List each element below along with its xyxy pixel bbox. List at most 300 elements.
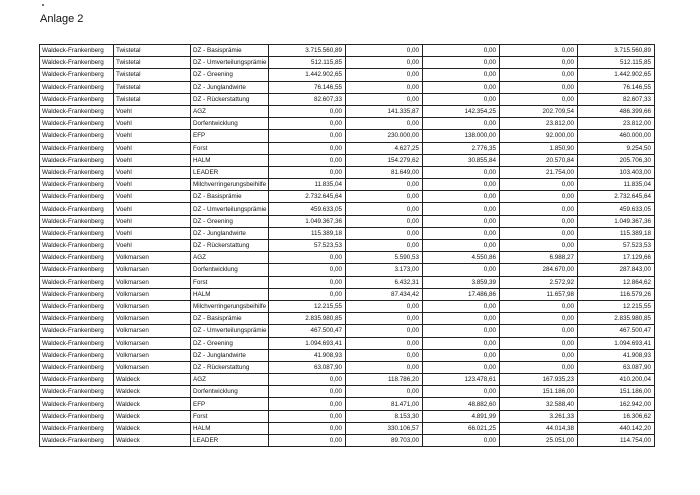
total-cell: 460.000,00 xyxy=(578,130,655,142)
municipality-cell: Twistetal xyxy=(114,57,191,69)
measure-cell: DZ - Junglandwirte xyxy=(191,81,269,93)
table-row xyxy=(40,191,655,203)
value-col-4-cell: 0,00 xyxy=(500,361,578,373)
table-row xyxy=(40,203,655,215)
district-cell: Waldeck-Frankenberg xyxy=(40,386,114,398)
value-col-1-cell: 0,00 xyxy=(269,130,346,142)
value-col-2-cell: 6.432,31 xyxy=(346,276,423,288)
value-col-4-cell: 0,00 xyxy=(500,93,578,105)
value-col-4-cell: 3.261,33 xyxy=(500,410,578,422)
value-col-4-cell: 1.850,90 xyxy=(500,142,578,154)
district-cell: Waldeck-Frankenberg xyxy=(40,105,114,117)
total-cell: 486.399,66 xyxy=(578,105,655,117)
table-row xyxy=(40,337,655,349)
value-col-1-cell: 459.633,05 xyxy=(269,203,346,215)
municipality-cell: Volkmarsen xyxy=(114,264,191,276)
value-col-2-cell: 0,00 xyxy=(346,57,423,69)
value-col-2-cell: 0,00 xyxy=(346,118,423,130)
value-col-2-cell: 8.153,30 xyxy=(346,410,423,422)
value-col-3-cell: 138.000,00 xyxy=(423,130,500,142)
table-row xyxy=(40,264,655,276)
value-col-1-cell: 0,00 xyxy=(269,276,346,288)
value-col-3-cell: 0,00 xyxy=(423,166,500,178)
district-cell: Waldeck-Frankenberg xyxy=(40,410,114,422)
value-col-1-cell: 12.215,55 xyxy=(269,300,346,312)
table-row xyxy=(40,118,655,130)
value-col-2-cell: 0,00 xyxy=(346,179,423,191)
value-col-1-cell: 41.908,93 xyxy=(269,349,346,361)
district-cell: Waldeck-Frankenberg xyxy=(40,69,114,81)
district-cell: Waldeck-Frankenberg xyxy=(40,264,114,276)
value-col-3-cell: 0,00 xyxy=(423,240,500,252)
municipality-cell: Twistetal xyxy=(114,93,191,105)
value-col-2-cell: 0,00 xyxy=(346,349,423,361)
municipality-cell: Volkmarsen xyxy=(114,252,191,264)
value-col-4-cell: 20.570,84 xyxy=(500,154,578,166)
total-cell: 115.389,18 xyxy=(578,227,655,239)
district-cell: Waldeck-Frankenberg xyxy=(40,227,114,239)
value-col-1-cell: 0,00 xyxy=(269,422,346,434)
table-row xyxy=(40,227,655,239)
total-cell: 57.523,53 xyxy=(578,240,655,252)
value-col-3-cell: 0,00 xyxy=(423,386,500,398)
district-cell: Waldeck-Frankenberg xyxy=(40,179,114,191)
value-col-4-cell: 0,00 xyxy=(500,240,578,252)
measure-cell: Dorfentwicklung xyxy=(191,386,269,398)
municipality-cell: Twistetal xyxy=(114,69,191,81)
value-col-4-cell: 0,00 xyxy=(500,349,578,361)
value-col-4-cell: 92.000,00 xyxy=(500,130,578,142)
table-row xyxy=(40,313,655,325)
measure-cell: DZ - Greening xyxy=(191,337,269,349)
value-col-3-cell: 0,00 xyxy=(423,69,500,81)
measure-cell: Forst xyxy=(191,142,269,154)
value-col-4-cell: 151.186,00 xyxy=(500,386,578,398)
total-cell: 103.403,00 xyxy=(578,166,655,178)
district-cell: Waldeck-Frankenberg xyxy=(40,435,114,447)
value-col-2-cell: 0,00 xyxy=(346,203,423,215)
value-col-2-cell: 0,00 xyxy=(346,215,423,227)
district-cell: Waldeck-Frankenberg xyxy=(40,337,114,349)
municipality-cell: Twistetal xyxy=(114,45,191,57)
value-col-2-cell: 0,00 xyxy=(346,325,423,337)
municipality-cell: Waldeck xyxy=(114,422,191,434)
value-col-2-cell: 0,00 xyxy=(346,81,423,93)
district-cell: Waldeck-Frankenberg xyxy=(40,252,114,264)
table-row xyxy=(40,154,655,166)
municipality-cell: Voehl xyxy=(114,240,191,252)
value-col-4-cell: 23.812,00 xyxy=(500,118,578,130)
municipality-cell: Voehl xyxy=(114,179,191,191)
value-col-3-cell: 2.776,35 xyxy=(423,142,500,154)
table-row xyxy=(40,276,655,288)
value-col-3-cell: 4.891,99 xyxy=(423,410,500,422)
municipality-cell: Volkmarsen xyxy=(114,325,191,337)
value-col-4-cell: 0,00 xyxy=(500,191,578,203)
table-row xyxy=(40,288,655,300)
value-col-3-cell: 0,00 xyxy=(423,81,500,93)
measure-cell: DZ - Basisprämie xyxy=(191,191,269,203)
measure-cell: EFP xyxy=(191,398,269,410)
measure-cell: DZ - Junglandwirte xyxy=(191,349,269,361)
district-cell: Waldeck-Frankenberg xyxy=(40,240,114,252)
value-col-4-cell: 11.657,98 xyxy=(500,288,578,300)
measure-cell: DZ - Rückerstattung xyxy=(191,240,269,252)
value-col-1-cell: 0,00 xyxy=(269,142,346,154)
value-col-4-cell: 0,00 xyxy=(500,325,578,337)
measure-cell: Forst xyxy=(191,410,269,422)
municipality-cell: Voehl xyxy=(114,130,191,142)
value-col-3-cell: 0,00 xyxy=(423,215,500,227)
table-row xyxy=(40,81,655,93)
municipality-cell: Volkmarsen xyxy=(114,288,191,300)
value-col-2-cell: 0,00 xyxy=(346,361,423,373)
value-col-1-cell: 1.049.367,36 xyxy=(269,215,346,227)
value-col-1-cell: 0,00 xyxy=(269,435,346,447)
value-col-3-cell: 0,00 xyxy=(423,349,500,361)
municipality-cell: Voehl xyxy=(114,203,191,215)
measure-cell: DZ - Greening xyxy=(191,215,269,227)
value-col-2-cell: 0,00 xyxy=(346,300,423,312)
value-col-1-cell: 1.442.902,65 xyxy=(269,69,346,81)
municipality-cell: Waldeck xyxy=(114,435,191,447)
table-row xyxy=(40,361,655,373)
total-cell: 2.835.980,85 xyxy=(578,313,655,325)
municipality-cell: Voehl xyxy=(114,166,191,178)
value-col-2-cell: 0,00 xyxy=(346,69,423,81)
total-cell: 162.942,00 xyxy=(578,398,655,410)
total-cell: 116.579,26 xyxy=(578,288,655,300)
value-col-1-cell: 76.146,55 xyxy=(269,81,346,93)
page-title: Anlage 2 xyxy=(40,13,84,25)
total-cell: 12.215,55 xyxy=(578,300,655,312)
measure-cell: AGZ xyxy=(191,252,269,264)
value-col-1-cell: 0,00 xyxy=(269,410,346,422)
measure-cell: DZ - Umverteilungsprämie xyxy=(191,325,269,337)
data-table xyxy=(39,44,655,447)
value-col-1-cell: 2.835.980,85 xyxy=(269,313,346,325)
value-col-3-cell: 0,00 xyxy=(423,264,500,276)
municipality-cell: Waldeck xyxy=(114,386,191,398)
district-cell: Waldeck-Frankenberg xyxy=(40,398,114,410)
municipality-cell: Waldeck xyxy=(114,398,191,410)
measure-cell: DZ - Greening xyxy=(191,69,269,81)
table-row xyxy=(40,105,655,117)
municipality-cell: Voehl xyxy=(114,227,191,239)
value-col-1-cell: 1.094.693,41 xyxy=(269,337,346,349)
municipality-cell: Voehl xyxy=(114,191,191,203)
value-col-3-cell: 0,00 xyxy=(423,203,500,215)
value-col-3-cell: 0,00 xyxy=(423,118,500,130)
value-col-4-cell: 167.935,23 xyxy=(500,374,578,386)
value-col-2-cell: 0,00 xyxy=(346,45,423,57)
value-col-2-cell: 230.000,00 xyxy=(346,130,423,142)
value-col-3-cell: 0,00 xyxy=(423,300,500,312)
total-cell: 11.835,04 xyxy=(578,179,655,191)
value-col-3-cell: 0,00 xyxy=(423,93,500,105)
municipality-cell: Volkmarsen xyxy=(114,300,191,312)
table-row xyxy=(40,215,655,227)
measure-cell: AGZ xyxy=(191,105,269,117)
value-col-2-cell: 0,00 xyxy=(346,337,423,349)
value-col-1-cell: 82.607,33 xyxy=(269,93,346,105)
table-row xyxy=(40,240,655,252)
table-row xyxy=(40,325,655,337)
value-col-3-cell: 142.354,25 xyxy=(423,105,500,117)
value-col-2-cell: 4.627,25 xyxy=(346,142,423,154)
value-col-1-cell: 0,00 xyxy=(269,166,346,178)
district-cell: Waldeck-Frankenberg xyxy=(40,300,114,312)
table-row xyxy=(40,45,655,57)
value-col-4-cell: 0,00 xyxy=(500,69,578,81)
total-cell: 2.732.645,64 xyxy=(578,191,655,203)
measure-cell: HALM xyxy=(191,288,269,300)
value-col-4-cell: 2.572,92 xyxy=(500,276,578,288)
district-cell: Waldeck-Frankenberg xyxy=(40,154,114,166)
value-col-4-cell: 284.670,00 xyxy=(500,264,578,276)
district-cell: Waldeck-Frankenberg xyxy=(40,374,114,386)
table-row xyxy=(40,93,655,105)
municipality-cell: Voehl xyxy=(114,118,191,130)
total-cell: 23.812,00 xyxy=(578,118,655,130)
value-col-2-cell: 81.649,00 xyxy=(346,166,423,178)
measure-cell: LEADER xyxy=(191,435,269,447)
value-col-2-cell: 0,00 xyxy=(346,386,423,398)
total-cell: 151.186,00 xyxy=(578,386,655,398)
municipality-cell: Volkmarsen xyxy=(114,337,191,349)
district-cell: Waldeck-Frankenberg xyxy=(40,118,114,130)
measure-cell: LEADER xyxy=(191,166,269,178)
value-col-4-cell: 0,00 xyxy=(500,57,578,69)
measure-cell: DZ - Basisprämie xyxy=(191,313,269,325)
total-cell: 12.864,62 xyxy=(578,276,655,288)
municipality-cell: Volkmarsen xyxy=(114,349,191,361)
value-col-4-cell: 0,00 xyxy=(500,203,578,215)
value-col-3-cell: 0,00 xyxy=(423,435,500,447)
value-col-3-cell: 48.882,60 xyxy=(423,398,500,410)
district-cell: Waldeck-Frankenberg xyxy=(40,142,114,154)
municipality-cell: Waldeck xyxy=(114,410,191,422)
table-row xyxy=(40,179,655,191)
value-col-2-cell: 0,00 xyxy=(346,313,423,325)
table-row xyxy=(40,386,655,398)
value-col-2-cell: 141.335,87 xyxy=(346,105,423,117)
table-row xyxy=(40,252,655,264)
municipality-cell: Voehl xyxy=(114,142,191,154)
value-col-2-cell: 89.703,00 xyxy=(346,435,423,447)
value-col-1-cell: 512.115,85 xyxy=(269,57,346,69)
district-cell: Waldeck-Frankenberg xyxy=(40,361,114,373)
value-col-2-cell: 0,00 xyxy=(346,240,423,252)
value-col-4-cell: 0,00 xyxy=(500,227,578,239)
total-cell: 410.200,04 xyxy=(578,374,655,386)
district-cell: Waldeck-Frankenberg xyxy=(40,81,114,93)
value-col-4-cell: 21.754,00 xyxy=(500,166,578,178)
value-col-4-cell: 32.588,40 xyxy=(500,398,578,410)
value-col-4-cell: 0,00 xyxy=(500,337,578,349)
measure-cell: DZ - Umverteilungsprämie xyxy=(191,203,269,215)
value-col-2-cell: 0,00 xyxy=(346,191,423,203)
scan-mark xyxy=(42,4,44,6)
value-col-3-cell: 0,00 xyxy=(423,325,500,337)
value-col-4-cell: 202.709,54 xyxy=(500,105,578,117)
measure-cell: HALM xyxy=(191,154,269,166)
value-col-1-cell: 0,00 xyxy=(269,118,346,130)
value-col-3-cell: 0,00 xyxy=(423,57,500,69)
total-cell: 467.500,47 xyxy=(578,325,655,337)
value-col-4-cell: 0,00 xyxy=(500,313,578,325)
total-cell: 1.442.902,65 xyxy=(578,69,655,81)
municipality-cell: Waldeck xyxy=(114,374,191,386)
value-col-1-cell: 2.732.645,64 xyxy=(269,191,346,203)
value-col-1-cell: 3.715.560,89 xyxy=(269,45,346,57)
total-cell: 3.715.560,89 xyxy=(578,45,655,57)
value-col-1-cell: 115.389,18 xyxy=(269,227,346,239)
total-cell: 63.087,90 xyxy=(578,361,655,373)
value-col-1-cell: 467.500,47 xyxy=(269,325,346,337)
total-cell: 205.706,30 xyxy=(578,154,655,166)
value-col-2-cell: 154.279,62 xyxy=(346,154,423,166)
measure-cell: DZ - Junglandwirte xyxy=(191,227,269,239)
table-row xyxy=(40,130,655,142)
value-col-3-cell: 17.486,86 xyxy=(423,288,500,300)
value-col-4-cell: 25.051,00 xyxy=(500,435,578,447)
value-col-2-cell: 87.434,42 xyxy=(346,288,423,300)
value-col-2-cell: 5.590,53 xyxy=(346,252,423,264)
value-col-3-cell: 0,00 xyxy=(423,361,500,373)
total-cell: 1.049.367,36 xyxy=(578,215,655,227)
table-body xyxy=(40,45,655,447)
municipality-cell: Voehl xyxy=(114,215,191,227)
value-col-3-cell: 0,00 xyxy=(423,337,500,349)
value-col-3-cell: 30.855,84 xyxy=(423,154,500,166)
total-cell: 459.633,05 xyxy=(578,203,655,215)
value-col-3-cell: 66.021,25 xyxy=(423,422,500,434)
value-col-3-cell: 0,00 xyxy=(423,313,500,325)
municipality-cell: Voehl xyxy=(114,154,191,166)
value-col-1-cell: 0,00 xyxy=(269,288,346,300)
district-cell: Waldeck-Frankenberg xyxy=(40,313,114,325)
measure-cell: DZ - Rückerstattung xyxy=(191,93,269,105)
measure-cell: Forst xyxy=(191,276,269,288)
municipality-cell: Volkmarsen xyxy=(114,361,191,373)
value-col-1-cell: 0,00 xyxy=(269,154,346,166)
value-col-2-cell: 3.173,00 xyxy=(346,264,423,276)
total-cell: 114.754,00 xyxy=(578,435,655,447)
value-col-2-cell: 0,00 xyxy=(346,227,423,239)
value-col-4-cell: 44.014,38 xyxy=(500,422,578,434)
value-col-2-cell: 0,00 xyxy=(346,93,423,105)
value-col-1-cell: 57.523,53 xyxy=(269,240,346,252)
district-cell: Waldeck-Frankenberg xyxy=(40,276,114,288)
district-cell: Waldeck-Frankenberg xyxy=(40,422,114,434)
measure-cell: EFP xyxy=(191,130,269,142)
table-row xyxy=(40,57,655,69)
value-col-4-cell: 0,00 xyxy=(500,300,578,312)
district-cell: Waldeck-Frankenberg xyxy=(40,130,114,142)
total-cell: 17.129,66 xyxy=(578,252,655,264)
value-col-2-cell: 330.106,57 xyxy=(346,422,423,434)
value-col-3-cell: 0,00 xyxy=(423,191,500,203)
table-row xyxy=(40,69,655,81)
district-cell: Waldeck-Frankenberg xyxy=(40,203,114,215)
value-col-1-cell: 0,00 xyxy=(269,386,346,398)
district-cell: Waldeck-Frankenberg xyxy=(40,191,114,203)
district-cell: Waldeck-Frankenberg xyxy=(40,93,114,105)
value-col-1-cell: 11.835,04 xyxy=(269,179,346,191)
measure-cell: AGZ xyxy=(191,374,269,386)
value-col-4-cell: 0,00 xyxy=(500,179,578,191)
total-cell: 16.306,62 xyxy=(578,410,655,422)
table-row xyxy=(40,300,655,312)
value-col-3-cell: 4.550,86 xyxy=(423,252,500,264)
measure-cell: DZ - Basisprämie xyxy=(191,45,269,57)
municipality-cell: Voehl xyxy=(114,105,191,117)
measure-cell: Dorfentwicklung xyxy=(191,118,269,130)
value-col-2-cell: 118.786,20 xyxy=(346,374,423,386)
value-col-3-cell: 0,00 xyxy=(423,227,500,239)
value-col-3-cell: 123.478,61 xyxy=(423,374,500,386)
district-cell: Waldeck-Frankenberg xyxy=(40,166,114,178)
total-cell: 41.908,93 xyxy=(578,349,655,361)
table-row xyxy=(40,374,655,386)
table-row xyxy=(40,142,655,154)
total-cell: 287.843,00 xyxy=(578,264,655,276)
municipality-cell: Volkmarsen xyxy=(114,276,191,288)
value-col-4-cell: 0,00 xyxy=(500,215,578,227)
table-row xyxy=(40,398,655,410)
district-cell: Waldeck-Frankenberg xyxy=(40,45,114,57)
table-row xyxy=(40,435,655,447)
district-cell: Waldeck-Frankenberg xyxy=(40,325,114,337)
total-cell: 76.146,55 xyxy=(578,81,655,93)
district-cell: Waldeck-Frankenberg xyxy=(40,57,114,69)
table-row xyxy=(40,410,655,422)
municipality-cell: Twistetal xyxy=(114,81,191,93)
table-row xyxy=(40,422,655,434)
measure-cell: DZ - Umverteilungsprämie xyxy=(191,57,269,69)
value-col-1-cell: 0,00 xyxy=(269,264,346,276)
value-col-4-cell: 0,00 xyxy=(500,45,578,57)
table-row xyxy=(40,349,655,361)
value-col-3-cell: 0,00 xyxy=(423,179,500,191)
value-col-3-cell: 0,00 xyxy=(423,45,500,57)
total-cell: 82.607,33 xyxy=(578,93,655,105)
measure-cell: Milchverringerungsbeihilfe xyxy=(191,300,269,312)
measure-cell: DZ - Rückerstattung xyxy=(191,361,269,373)
measure-cell: Dorfentwicklung xyxy=(191,264,269,276)
value-col-1-cell: 0,00 xyxy=(269,398,346,410)
table-row xyxy=(40,166,655,178)
measure-cell: Milchverringerungsbeihilfe xyxy=(191,179,269,191)
district-cell: Waldeck-Frankenberg xyxy=(40,288,114,300)
value-col-1-cell: 0,00 xyxy=(269,374,346,386)
district-cell: Waldeck-Frankenberg xyxy=(40,215,114,227)
value-col-1-cell: 0,00 xyxy=(269,252,346,264)
total-cell: 1.094.693,41 xyxy=(578,337,655,349)
value-col-4-cell: 0,00 xyxy=(500,81,578,93)
value-col-4-cell: 6.988,27 xyxy=(500,252,578,264)
district-cell: Waldeck-Frankenberg xyxy=(40,349,114,361)
value-col-2-cell: 81.471,00 xyxy=(346,398,423,410)
measure-cell: HALM xyxy=(191,422,269,434)
value-col-3-cell: 3.859,39 xyxy=(423,276,500,288)
value-col-1-cell: 63.087,90 xyxy=(269,361,346,373)
total-cell: 512.115,85 xyxy=(578,57,655,69)
municipality-cell: Volkmarsen xyxy=(114,313,191,325)
value-col-1-cell: 0,00 xyxy=(269,105,346,117)
total-cell: 440.142,20 xyxy=(578,422,655,434)
